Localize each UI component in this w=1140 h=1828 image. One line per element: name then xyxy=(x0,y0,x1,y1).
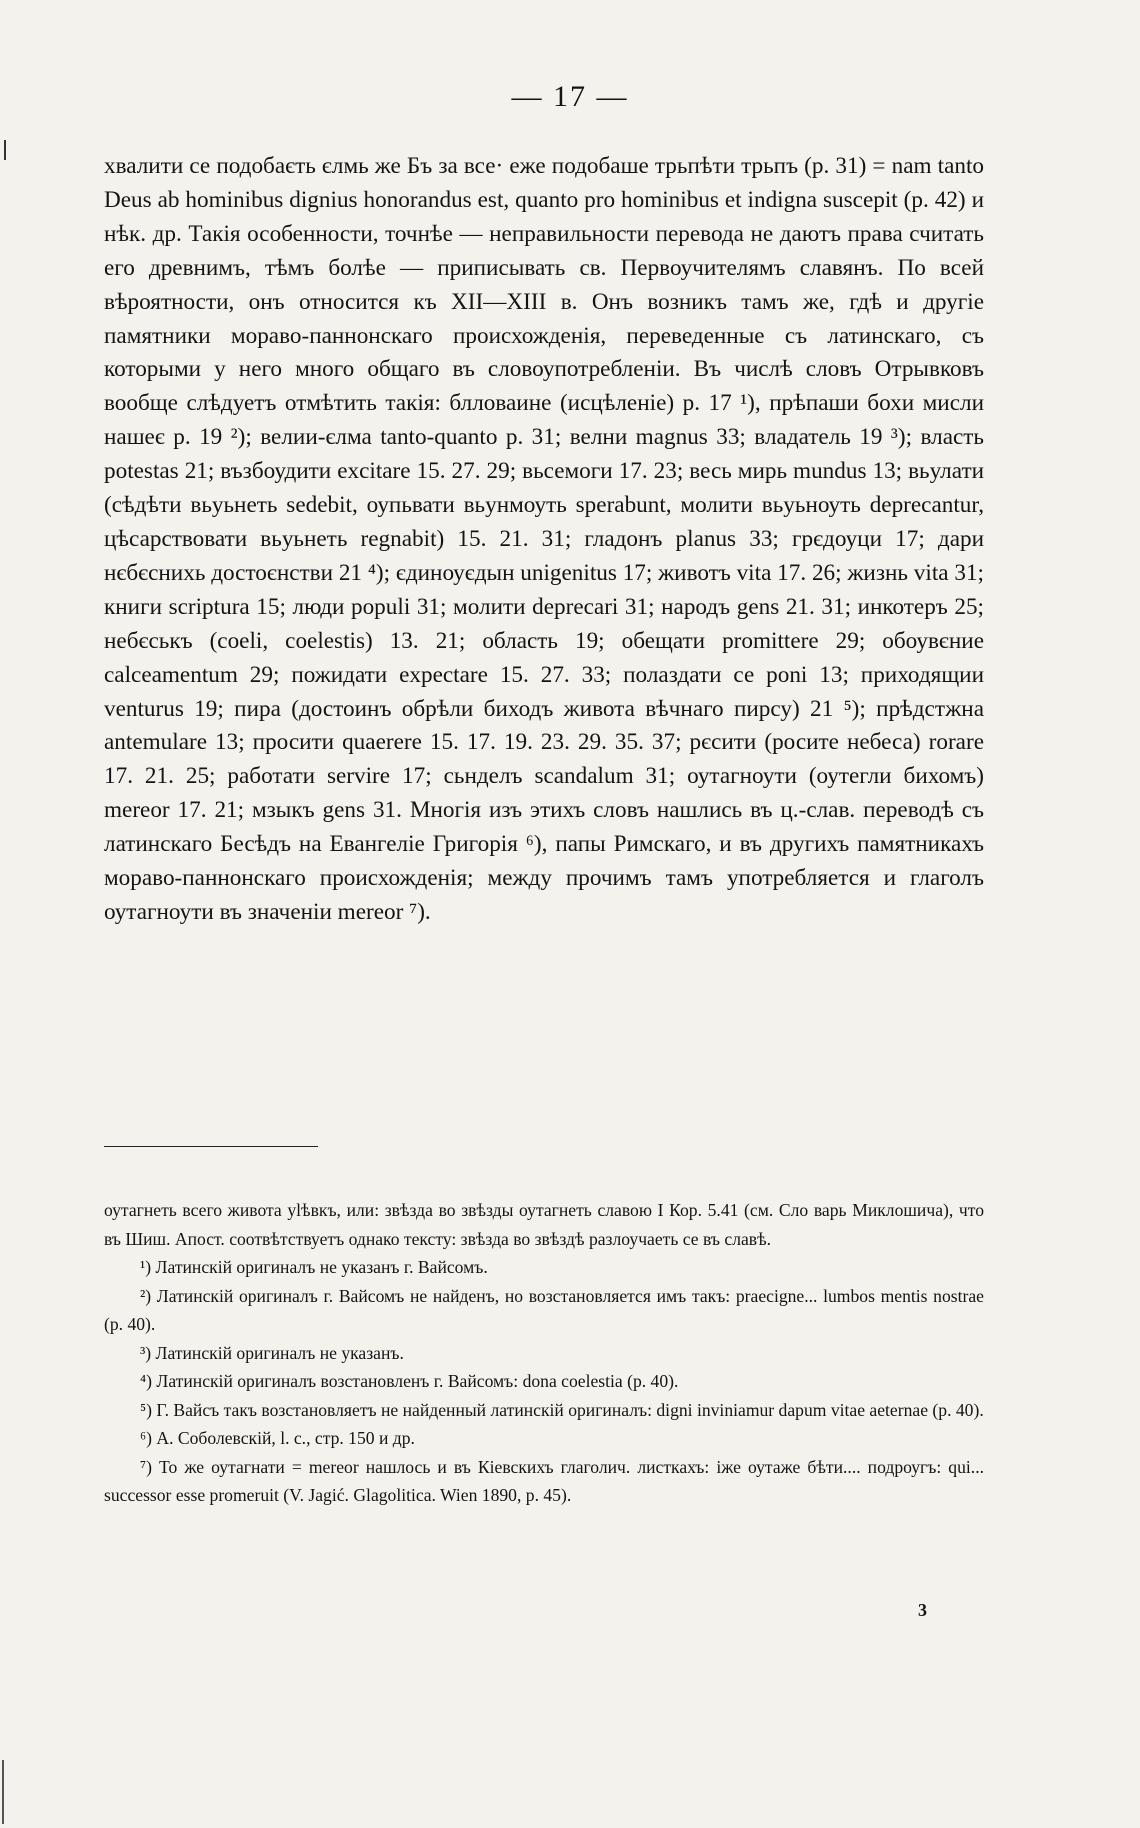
printer-signature: 3 xyxy=(918,1600,927,1620)
footnote-6: ⁶) А. Соболевскій, l. c., стр. 150 и др. xyxy=(140,1428,415,1448)
footnote-continuation: оутагнеть всего живота уlѣвкъ, или: звѣзда во звѣзды оутагнеть славою I Кор. 5.41 (см. Сло варь Миклошича), что въ Шиш. Апост. соотвѣтствуетъ однако тексту: звѣзда во звѣздѣ разлоучаеть се въ славѣ. xyxy=(104,1200,984,1249)
footnotes xyxy=(104,1196,984,1510)
footnote-2: ²) Латинскій оригиналъ г. Вайсомъ не найденъ, но возстановляется имъ такъ: praecigne... lumbos mentis nostrae (р. 40). xyxy=(104,1285,984,1334)
footnote-1: ¹) Латинскій оригиналъ не указанъ г. Вайсомъ. xyxy=(140,1257,488,1277)
margin-mark-bottom xyxy=(2,1760,4,1824)
footnote-4: ⁴) Латинскій оригиналъ возстановленъ г. Вайсомъ: dona coelestia (р. 40). xyxy=(140,1371,679,1391)
footnote-3: ³) Латинскій оригиналъ не указанъ. xyxy=(140,1342,404,1363)
main-paragraph: хвалити се подобаєть єлмь же Бъ за все· еже подобаше трьпѣти трьпъ (р. 31) = nam tanto Deus ab hominibus dignius honorandus est, quanto pro hominibus et indigna suscepit (р. 42) и нѣк. др. Такія особенности, точнѣе — неправильности перевода не даютъ права считать его древнимъ, тѣмъ болѣе — приписывать св. Первоучителямъ славянъ. По всей вѣроятности, онъ относится къ XII—XIII в. Онъ возникъ тамъ же, гдѣ и другіе памятники мораво-паннонскаго происхожденія, переведенные съ латинскаго, съ которыми у него много общаго въ словоупотребленіи. Въ числѣ словъ Отрывковъ вообще слѣдуетъ отмѣтить такія: блловаине (исцѣленіе) р. 17 ¹), прѣпаши бохи мисли нашеє р. 19 ²); велии-єлма tanto-quanto р. 31; велни magnus 33; владатель 19 ³); власть potestas 21; възбоудити excitare 15. 27. 29; вьсемоги 17. 23; весь мирь mundus 13; вьулати (сѣдѣти вьуьнеть sedebit, оупьвати вьунмоуть sperabunt, молити вьуьноуть deprecantur, цѣсарствовати вьуьнеть regnabit) 15. 21. 31; гладонъ planus 33; грєдоуци 17; дари нєбєснихь достоєнстви 21 ⁴); єдиноуєдын unigenitus 17; животъ vita 17. 26; жизнь vita 31; книги scriptura 15; люди populi 31; молити deprecari 31; народъ gens 21. 31; инкотеръ 25; небєськъ (coeli, coelestis) 13. 21; область 19; обещати promittere 29; обоувєние calceamentum 29; пожидати expectare 15. 27. 33; полаздати се poni 13; приходящии venturus 19; пира (достоинъ обрѣли биходъ живота вѣчнаго пирсу) 21 ⁵); прѣдстжна antemulare 13; просити quaerere 15. 17. 19. 23. 29. 35. 37; рєсити (росите небеса) rorare 17. 21. 25; работати servire 17; сьнделъ scandalum 31; оутагноути (оутегли бихомъ) mereor 17. 21; мзыкъ gens 31. Многія изъ этихъ словъ нашлись въ ц.-слав. переводѣ съ латинскаго Бесѣдъ на Евангеліе Григорія ⁶), папы Римскаго, и въ другихъ памятникахъ мораво-паннонскаго происхожденія; между прочимъ тамъ употребляется и глаголъ оутагноути въ значеніи mereor ⁷). xyxy=(104,153,984,925)
page-number: — 17 — xyxy=(511,80,629,113)
footnote-divider xyxy=(104,1146,318,1147)
main-text xyxy=(104,150,984,930)
margin-mark xyxy=(4,140,6,160)
footnote-5: ⁵) Г. Вайсъ такъ возстановляетъ не найденный латинскій оригиналъ: digni inviniamur dapum vitae aeternae (р. 40). xyxy=(140,1399,984,1420)
footnote-7: ⁷) То же оутагнати = mereor нашлось и въ Кіевскихъ глаголич. листкахъ: іже оутаже бѣти.... подроугъ: qui... successor esse promeruit (V. Jagić. Glagolitica. Wien 1890, p. 45). xyxy=(104,1456,984,1505)
